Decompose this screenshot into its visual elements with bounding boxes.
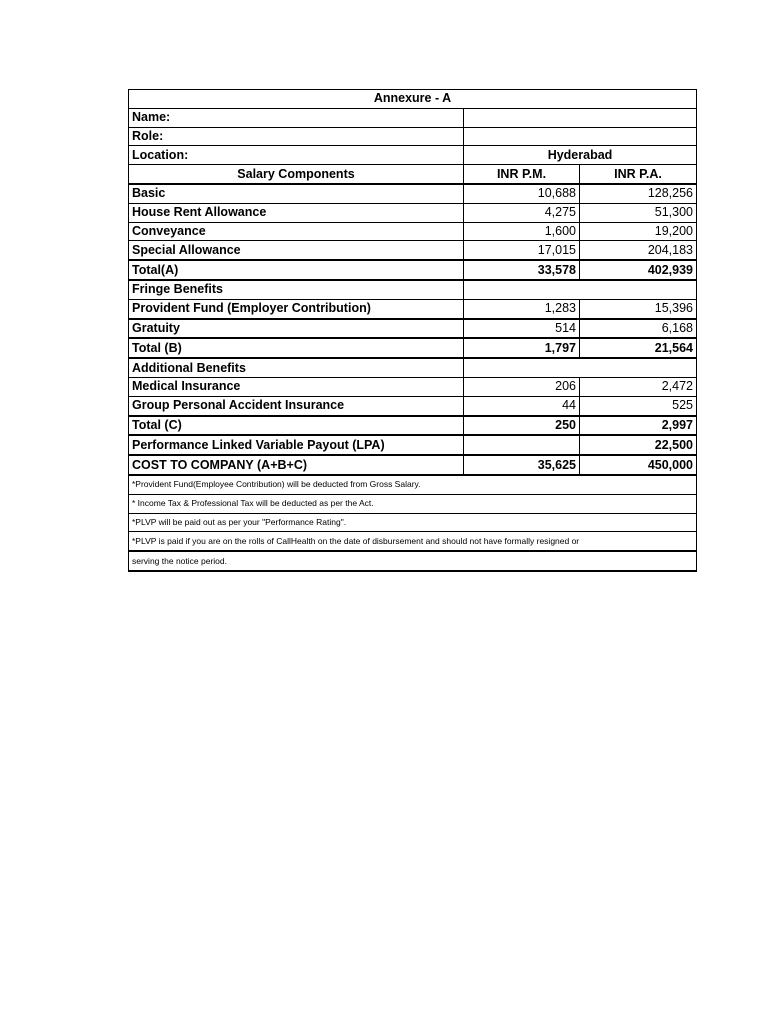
- table-row: [129, 319, 697, 339]
- row-pa: 128,256: [580, 184, 697, 203]
- annexure-sheet: [128, 89, 696, 572]
- row-label: Gratuity: [129, 319, 464, 339]
- note-text: *PLVP will be paid out as per your "Performance Rating".: [129, 513, 697, 532]
- header-row: [129, 165, 697, 184]
- location-label: Location:: [129, 146, 464, 165]
- note-text: *Provident Fund(Employee Contribution) will be deducted from Gross Salary.: [129, 475, 697, 494]
- section-row: [129, 280, 697, 299]
- row-pa: 22,500: [580, 435, 697, 455]
- row-pm: 1,600: [464, 222, 580, 241]
- table-title: Annexure - A: [129, 90, 697, 109]
- total-c-row: [129, 416, 697, 436]
- row-label: Group Personal Accident Insurance: [129, 396, 464, 415]
- row-pm: 514: [464, 319, 580, 339]
- table-row: [129, 222, 697, 241]
- plvp-row: [129, 435, 697, 455]
- row-pa: 2,472: [580, 377, 697, 396]
- row-pm: 33,578: [464, 260, 580, 280]
- row-pm: 1,797: [464, 338, 580, 358]
- row-label: Total (C): [129, 416, 464, 436]
- table-row: [129, 241, 697, 260]
- row-pa: 402,939: [580, 260, 697, 280]
- note-row: [129, 513, 697, 532]
- row-empty: [464, 358, 697, 377]
- row-pa: 6,168: [580, 319, 697, 339]
- row-label: Special Allowance: [129, 241, 464, 260]
- note-row: [129, 494, 697, 513]
- location-value: Hyderabad: [464, 146, 697, 165]
- row-pa: 2,997: [580, 416, 697, 436]
- total-a-row: [129, 260, 697, 280]
- row-label: COST TO COMPANY (A+B+C): [129, 455, 464, 475]
- table-row: [129, 396, 697, 415]
- note-row: [129, 532, 697, 551]
- row-pm: 35,625: [464, 455, 580, 475]
- role-row: [129, 127, 697, 146]
- row-pm: 206: [464, 377, 580, 396]
- row-pa: 525: [580, 396, 697, 415]
- total-b-row: [129, 338, 697, 358]
- header-components: Salary Components: [129, 165, 464, 184]
- table-row: [129, 299, 697, 318]
- table-row: [129, 377, 697, 396]
- name-row: [129, 108, 697, 127]
- note-row: [129, 551, 697, 571]
- name-label: Name:: [129, 108, 464, 127]
- row-pm: 17,015: [464, 241, 580, 260]
- header-pm: INR P.M.: [464, 165, 580, 184]
- row-label: Total (B): [129, 338, 464, 358]
- ctc-row: [129, 455, 697, 475]
- row-pm: 44: [464, 396, 580, 415]
- row-label: Medical Insurance: [129, 377, 464, 396]
- location-row: [129, 146, 697, 165]
- header-pa: INR P.A.: [580, 165, 697, 184]
- row-label: Provident Fund (Employer Contribution): [129, 299, 464, 318]
- row-pa: 51,300: [580, 203, 697, 222]
- note-row: [129, 475, 697, 494]
- salary-table: [128, 89, 697, 572]
- row-label: Performance Linked Variable Payout (LPA): [129, 435, 464, 455]
- row-empty: [464, 280, 697, 299]
- note-text: serving the notice period.: [129, 551, 697, 571]
- title-row: [129, 90, 697, 109]
- row-label: Basic: [129, 184, 464, 203]
- note-text: *PLVP is paid if you are on the rolls of CallHealth on the date of disbursement and should not have formally resigned or: [129, 532, 697, 551]
- row-label: Fringe Benefits: [129, 280, 464, 299]
- row-pa: 450,000: [580, 455, 697, 475]
- row-label: Conveyance: [129, 222, 464, 241]
- row-pa: 21,564: [580, 338, 697, 358]
- row-pm: 10,688: [464, 184, 580, 203]
- table-row: [129, 203, 697, 222]
- row-pa: 15,396: [580, 299, 697, 318]
- role-label: Role:: [129, 127, 464, 146]
- row-label: Additional Benefits: [129, 358, 464, 377]
- name-value: [464, 108, 697, 127]
- row-pa: 204,183: [580, 241, 697, 260]
- row-label: Total(A): [129, 260, 464, 280]
- row-pm: 1,283: [464, 299, 580, 318]
- row-pm: [464, 435, 580, 455]
- row-label: House Rent Allowance: [129, 203, 464, 222]
- row-pm: 4,275: [464, 203, 580, 222]
- section-row: [129, 358, 697, 377]
- note-text: * Income Tax & Professional Tax will be deducted as per the Act.: [129, 494, 697, 513]
- table-row: [129, 184, 697, 203]
- role-value: [464, 127, 697, 146]
- row-pm: 250: [464, 416, 580, 436]
- row-pa: 19,200: [580, 222, 697, 241]
